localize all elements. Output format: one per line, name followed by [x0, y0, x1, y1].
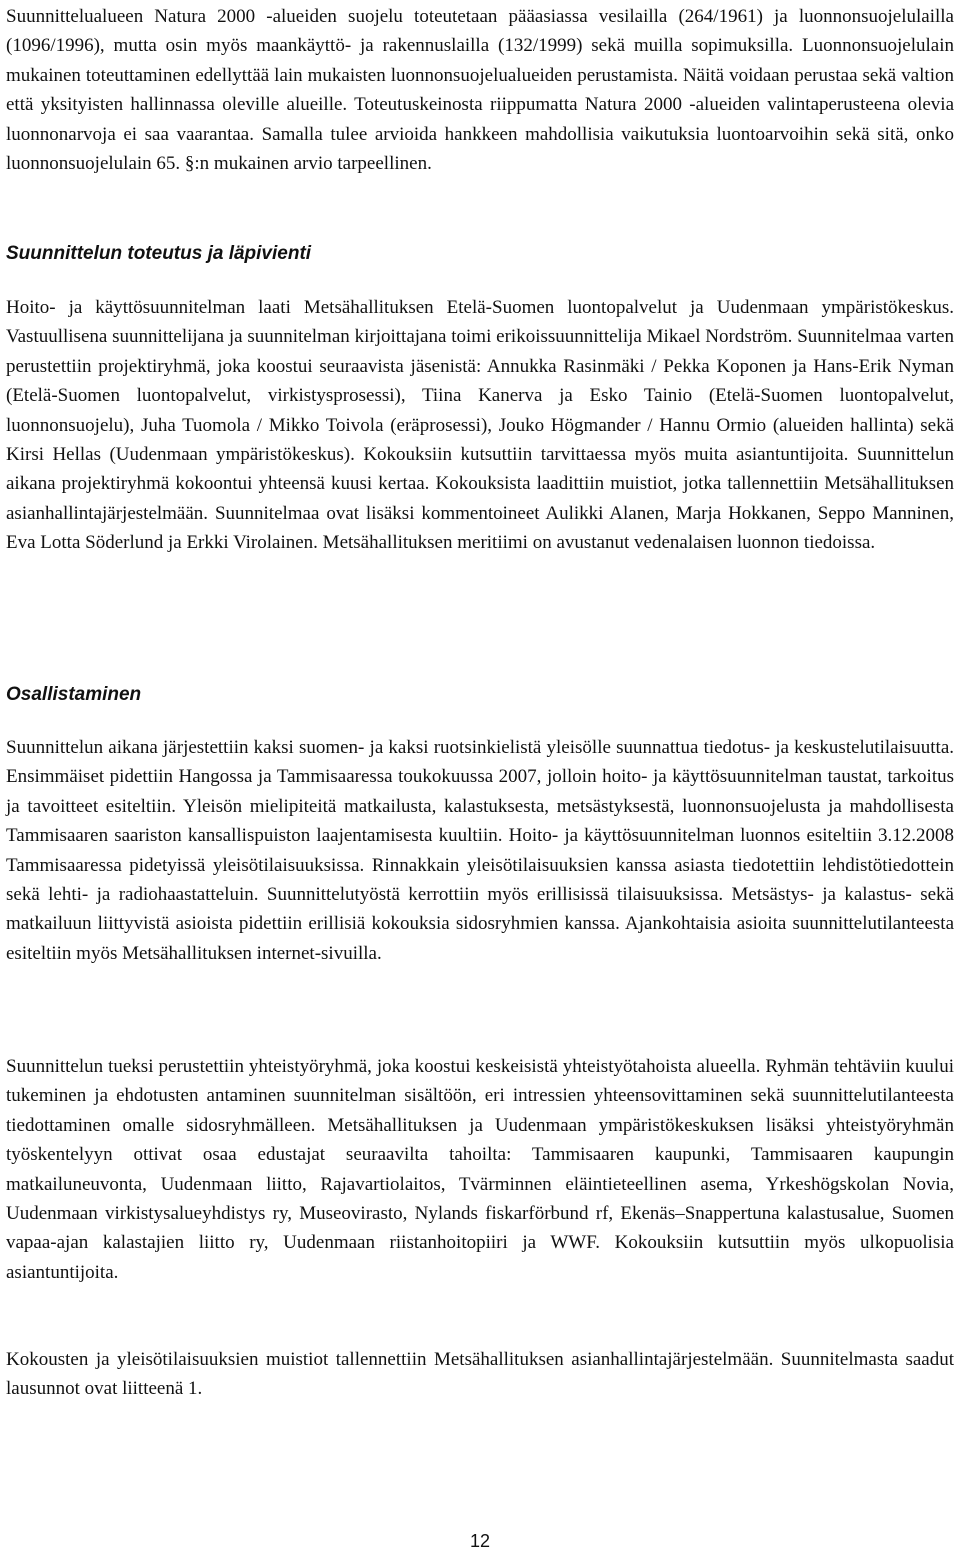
paragraph-public-events: Suunnittelun aikana järjestettiin kaksi suomen- ja kaksi ruotsinkielistä yleisölle suunnattua tiedotus- ja keskustelutilaisuutta. Ensimmäiset pidettiin Hangossa ja Tammisaaressa toukokuussa 2007, jolloin hoito- ja käyttösuunnitelman taustat, tarkoitus ja tavoitteet esiteltiin. Yleisön mielipiteitä matkailusta, kalastuksesta, metsästyksestä, luonnonsuojelusta ja mahdollisesta Tammisaaren saariston kansallispuiston laajentamisesta kuultiin. Hoito- ja käyttösuunnitelman luonnos esiteltiin 3.12.2008 Tammisaaressa pidetyissä yleisötilaisuuksissa. Rinnakkain yleisötilaisuuksien kanssa asiasta tiedotettiin lehdistötiedottein sekä lehti- ja radiohaastatteluin. Suunnittelutyöstä kerrottiin myös erillisissä tilaisuuksissa. Metsästys- ja kalastus- sekä matkailuun liittyvistä asioista pidettiin erillisiä kokouksia sidosryhmien kanssa. Ajankohtaisia asioita suunnittelutilanteesta esiteltiin myös Metsähallituksen internet-sivuilla.: [6, 737, 954, 964]
page-number: 12: [469, 1531, 491, 1551]
paragraph-planning-team: Hoito- ja käyttösuunnitelman laati Metsähallituksen Etelä-Suomen luontopalvelut ja Uudenmaan ympäristökeskus. Vastuullisena suunnittelijana ja suunnitelman kirjoittajana toimi erikoissuunnittelija Mikael Nordström. Suunnitelmaa varten perustettiin projektiryhmä, joka koostui seuraavista jäsenistä: Annukka Rasinmäki / Pekka Koponen ja Hans-Erik Nyman (Etelä-Suomen luontopalvelut, virkistysprosessi), Tiina Kanerva ja Esko Tainio (Etelä-Suomen luontopalvelut, luonnonsuojelu), Juha Tuomola / Mikko Toivola (eräprosessi), Jouko Högmander / Hannu Ormio (alueiden hallinta) sekä Kirsi Hellas (Uudenmaan ympäristökeskus). Kokouksiin kutsuttiin tarvittaessa myös muita asiantuntijoita. Suunnittelun aikana projektiryhmä kokoontui yhteensä kuusi kertaa. Kokouksista laadittiin muistiot, jotka tallennettiin Metsähallituksen asianhallintajärjestelmään. Suunnitelmaa ovat lisäksi kommentoineet Aulikki Alanen, Marja Hokkanen, Seppo Manninen, Eva Lotta Söderlund ja Erkki Virolainen. Metsähallituksen meritiimi on avustanut vedenalaisen luonnon tiedoissa.: [6, 297, 954, 554]
paragraph-meeting-records: Kokousten ja yleisötilaisuuksien muistiot tallennettiin Metsähallituksen asianhallintajärjestelmään. Suunnitelmasta saadut lausunnot ovat liitteenä 1.: [6, 1349, 954, 1400]
heading-planning-implementation: Suunnittelun toteutus ja läpivienti: [6, 243, 312, 264]
paragraph-cooperation-group: Suunnittelun tueksi perustettiin yhteistyöryhmä, joka koostui keskeisistä yhteistyötahoista alueella. Ryhmän tehtäviin kuului tukeminen ja ehdotusten antaminen suunnitelman sisältöön, eri intressien yhteensovittaminen sekä suunnittelutilanteesta tiedottaminen omalle sidosryhmälleen. Metsähallituksen ja Uudenmaan ympäristökeskuksen lisäksi yhteistyöryhmän työskentelyyn ottivat osaa edustajat seuraavilta tahoilta: Tammisaaren kaupunki, Tammisaaren kaupungin matkailuneuvonta, Uudenmaan liitto, Rajavartiolaitos, Tvärminnen eläintieteellinen asema, Yrkeshögskolan Novia, Uudenmaan virkistysalueyhdistys ry, Museovirasto, Nylands fiskarförbund rf, Ekenäs–Snappertuna kalastusalue, Suomen vapaa-ajan kalastajien liitto ry, Uudenmaan riistanhoitopiiri ja WWF. Kokouksiin kutsuttiin myös ulkopuolisia asiantuntijoita.: [6, 1056, 954, 1283]
heading-participation: Osallistaminen: [6, 684, 142, 705]
paragraph-natura-protection: Suunnittelualueen Natura 2000 -alueiden suojelu toteutetaan pääasiassa vesilailla (264/1961) ja luonnonsuojelulailla (1096/1996), mutta osin myös maankäyttö- ja rakennuslailla (132/1999) sekä muilla sopimuksilla. Luonnonsuojelulain mukainen toteuttaminen edellyttää lain mukaisten luonnonsuojelualueiden perustamista. Näitä voidaan perustaa sekä valtion että yksityisten hallinnassa oleville alueille. Toteutuskeinosta riippumatta Natura 2000 -alueiden valintaperusteena olevia luonnonarvoja ei saa vaarantaa. Samalla tulee arvioida hankkeen mahdollisia vaikutuksia luontoarvoihin sekä sitä, onko luonnonsuojelulain 65. §:n mukainen arvio tarpeellinen.: [6, 6, 954, 175]
